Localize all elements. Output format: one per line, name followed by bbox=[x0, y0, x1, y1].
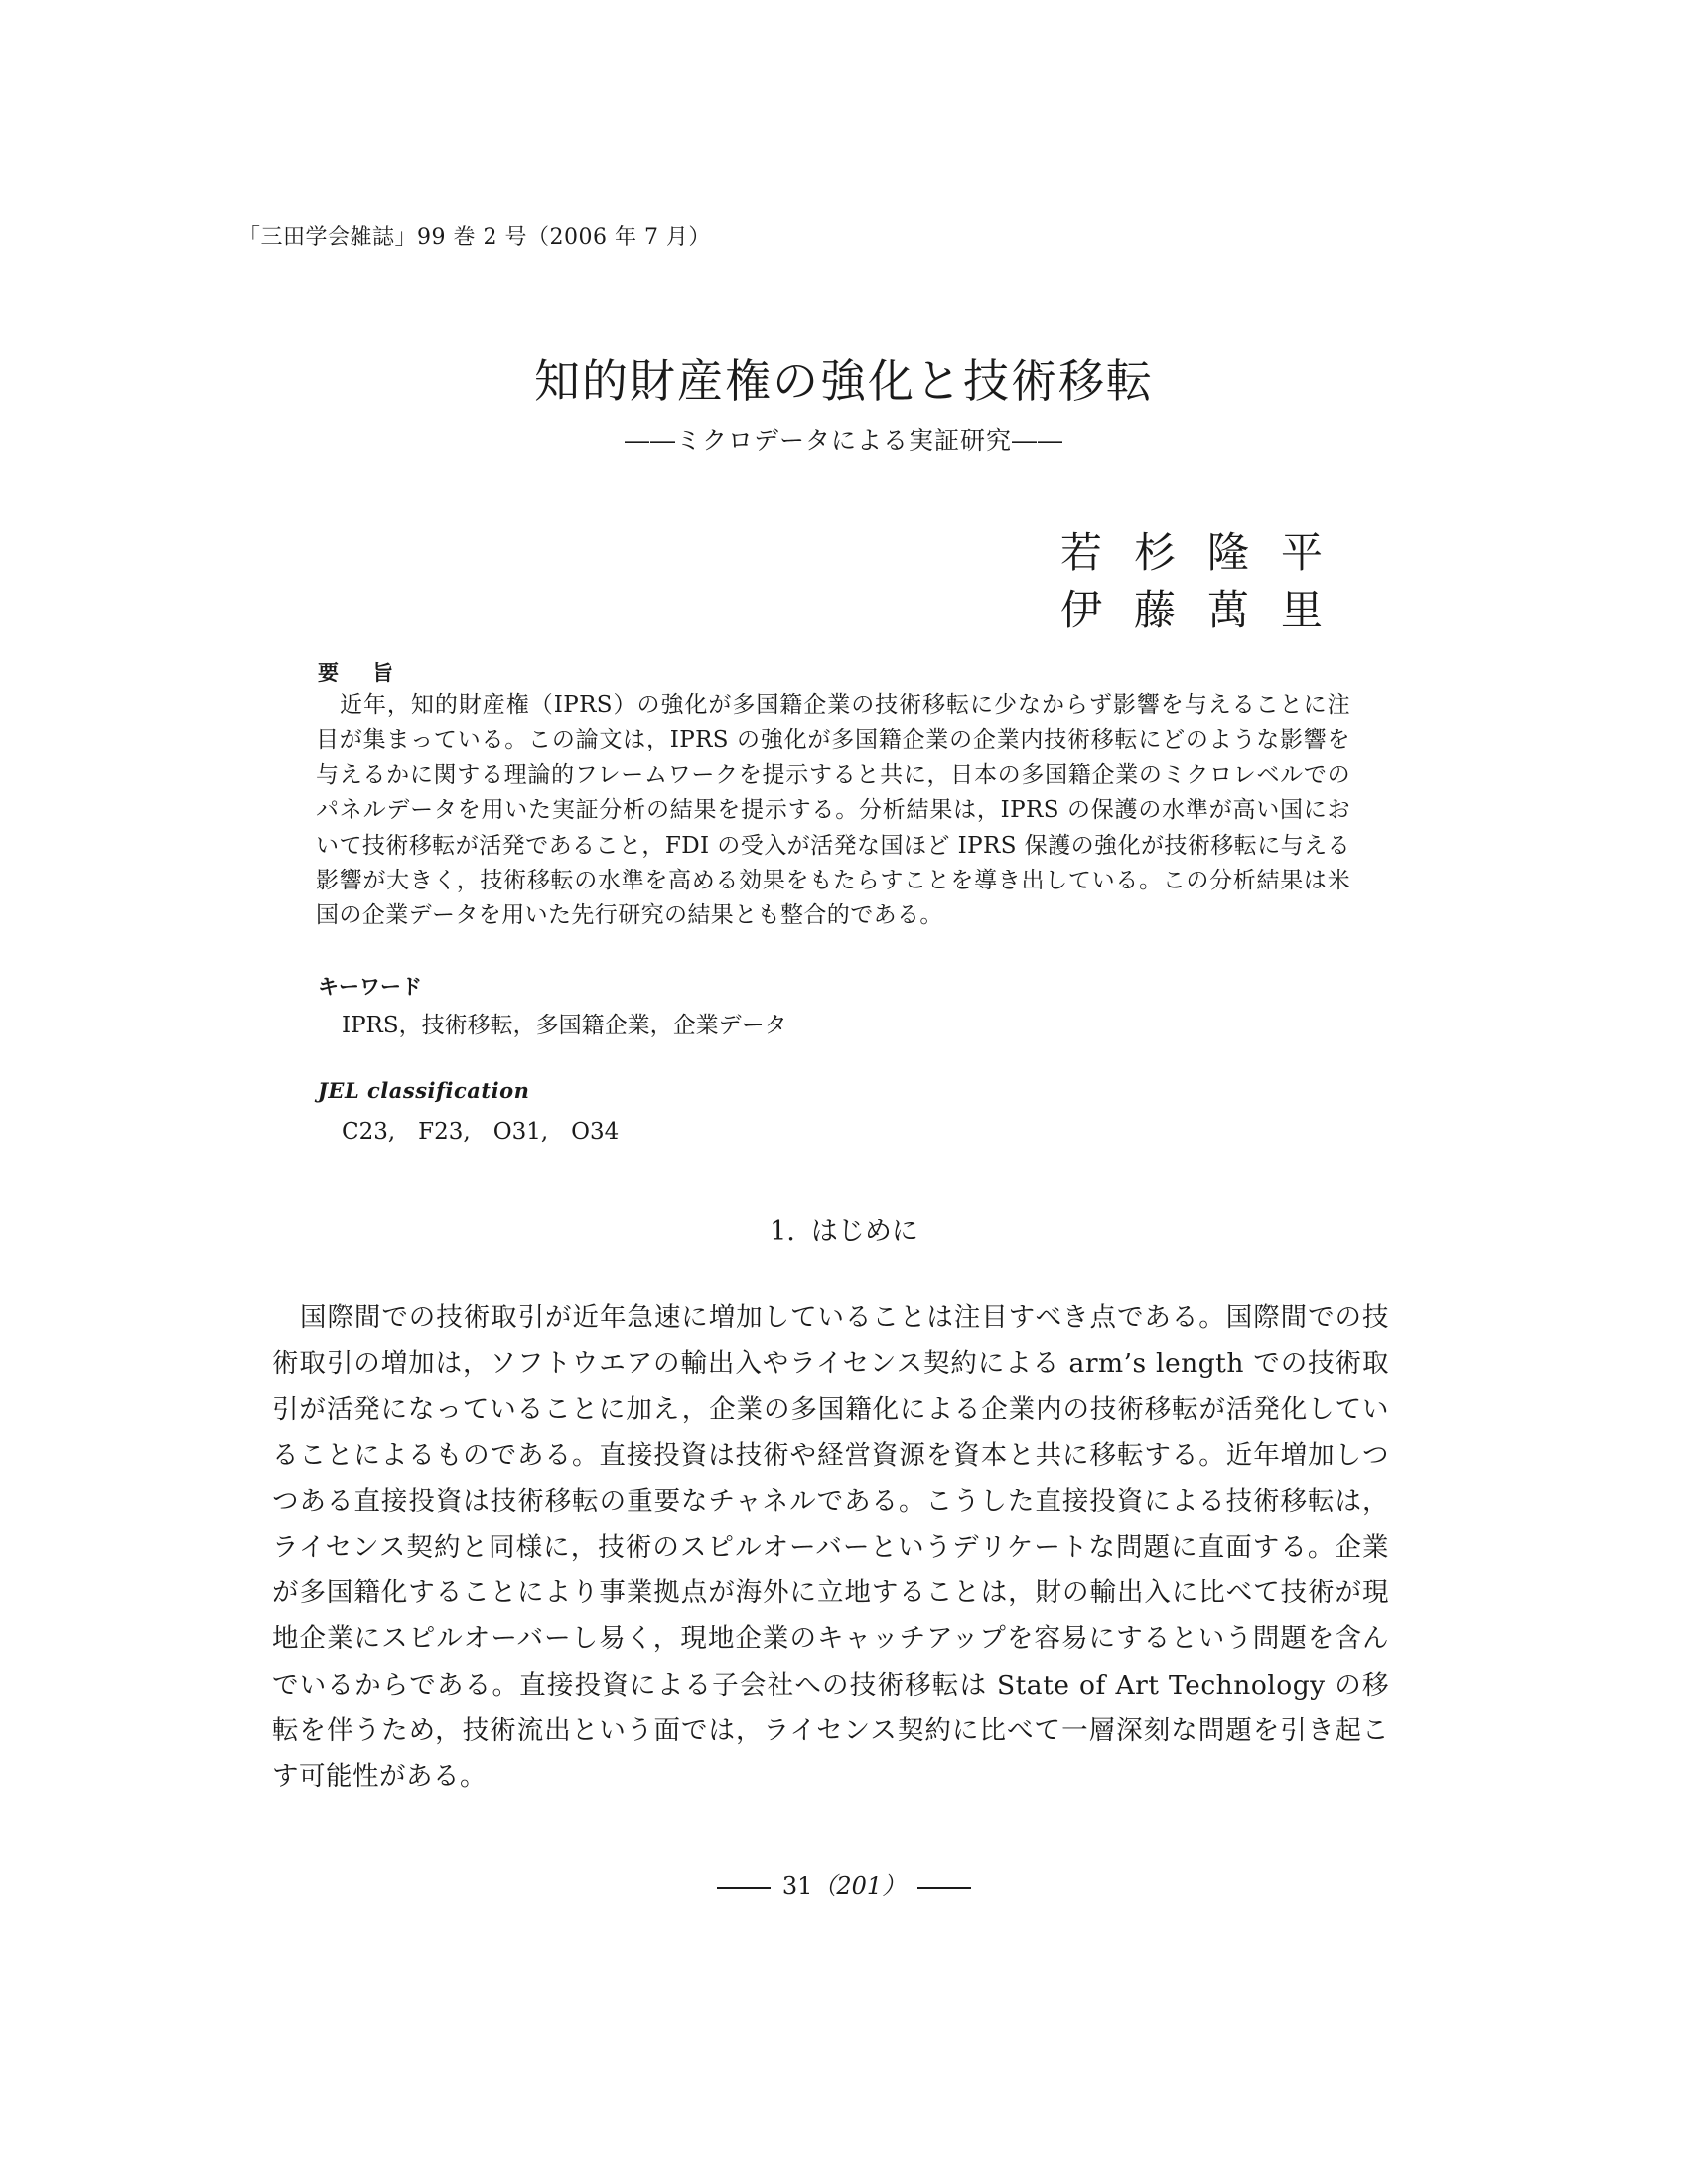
page-number-dash-left bbox=[717, 1887, 771, 1889]
abstract-body: 近年，知的財産権（IPRS）の強化が多国籍企業の技術移転に少なからず影響を与えることに注目が集まっている。この論文は，IPRS の強化が多国籍企業の企業内技術移転にどのような影響を与えるかに関する理論的フレームワークを提示すると共に，日本の多国籍企業のミクロレベルでのパネルデータを用いた実証分析の結果を提示する。分析結果は，IPRS の保護の水準が高い国において技術移転が活発であること，FDI の受入が活発な国ほど IPRS 保護の強化が技術移転に与える影響が大きく，技術移転の水準を高める効果をもたらすことを導き出している。この分析結果は米国の企業データを用いた先行研究の結果とも整合的である。 bbox=[316, 692, 1350, 929]
journal-header: 「三田学会雑誌」99 巻 2 号（2006 年 7 月） bbox=[238, 225, 711, 250]
section-number: 1. bbox=[770, 1216, 795, 1247]
page-number-original: （201） bbox=[812, 1872, 907, 1900]
body-paragraph: 国際間での技術取引が近年急速に増加していることは注目すべき点である。国際間での技術取引の増加は，ソフトウエアの輸出入やライセンス契約による arm’s length での技術取引が活発になっていることに加え，企業の多国籍化による企業内の技術移転が活発化していることによるものである。直接投資は技術や経営資源を資本と共に移転する。近年増加しつつある直接投資は技術移転の重要なチャネルである。こうした直接投資による技術移転は，ライセンス契約と同様に，技術のスピルオーバーというデリケートな問題に直面する。企業が多国籍化することにより事業拠点が海外に立地することは，財の輸出入に比べて技術が現地企業にスピルオーバーし易く，現地企業のキャッチアップを容易にするという問題を含んでいるからである。直接投資による子会社への技術移転は State of Art Technology の移転を伴うため，技術流出という面では，ライセンス契約に比べて一層深刻な問題を引き起こす可能性がある。 bbox=[272, 1302, 1389, 1793]
author-list bbox=[1060, 524, 1358, 639]
abstract-heading: 要旨 bbox=[318, 661, 427, 685]
author-name: 若杉隆平 bbox=[1060, 528, 1355, 577]
jel-heading: JEL classification bbox=[318, 1078, 530, 1103]
section-title: はじめに bbox=[810, 1216, 918, 1247]
section-heading bbox=[0, 1209, 1688, 1248]
page-number-dash-right bbox=[917, 1887, 971, 1889]
page-number-value: 31 bbox=[781, 1872, 813, 1900]
jel-codes: C23, F23, O31, O34 bbox=[342, 1119, 620, 1145]
keywords-value: IPRS，技術移転，多国籍企業，企業データ bbox=[342, 1013, 787, 1038]
paper-subtitle: ――ミクロデータによる実証研究―― bbox=[624, 426, 1063, 455]
paper-title: 知的財産権の強化と技術移転 bbox=[534, 354, 1154, 408]
keywords-heading: キーワード bbox=[318, 975, 422, 999]
author-name: 伊藤萬里 bbox=[1060, 586, 1355, 634]
page-number bbox=[0, 1866, 1688, 1901]
